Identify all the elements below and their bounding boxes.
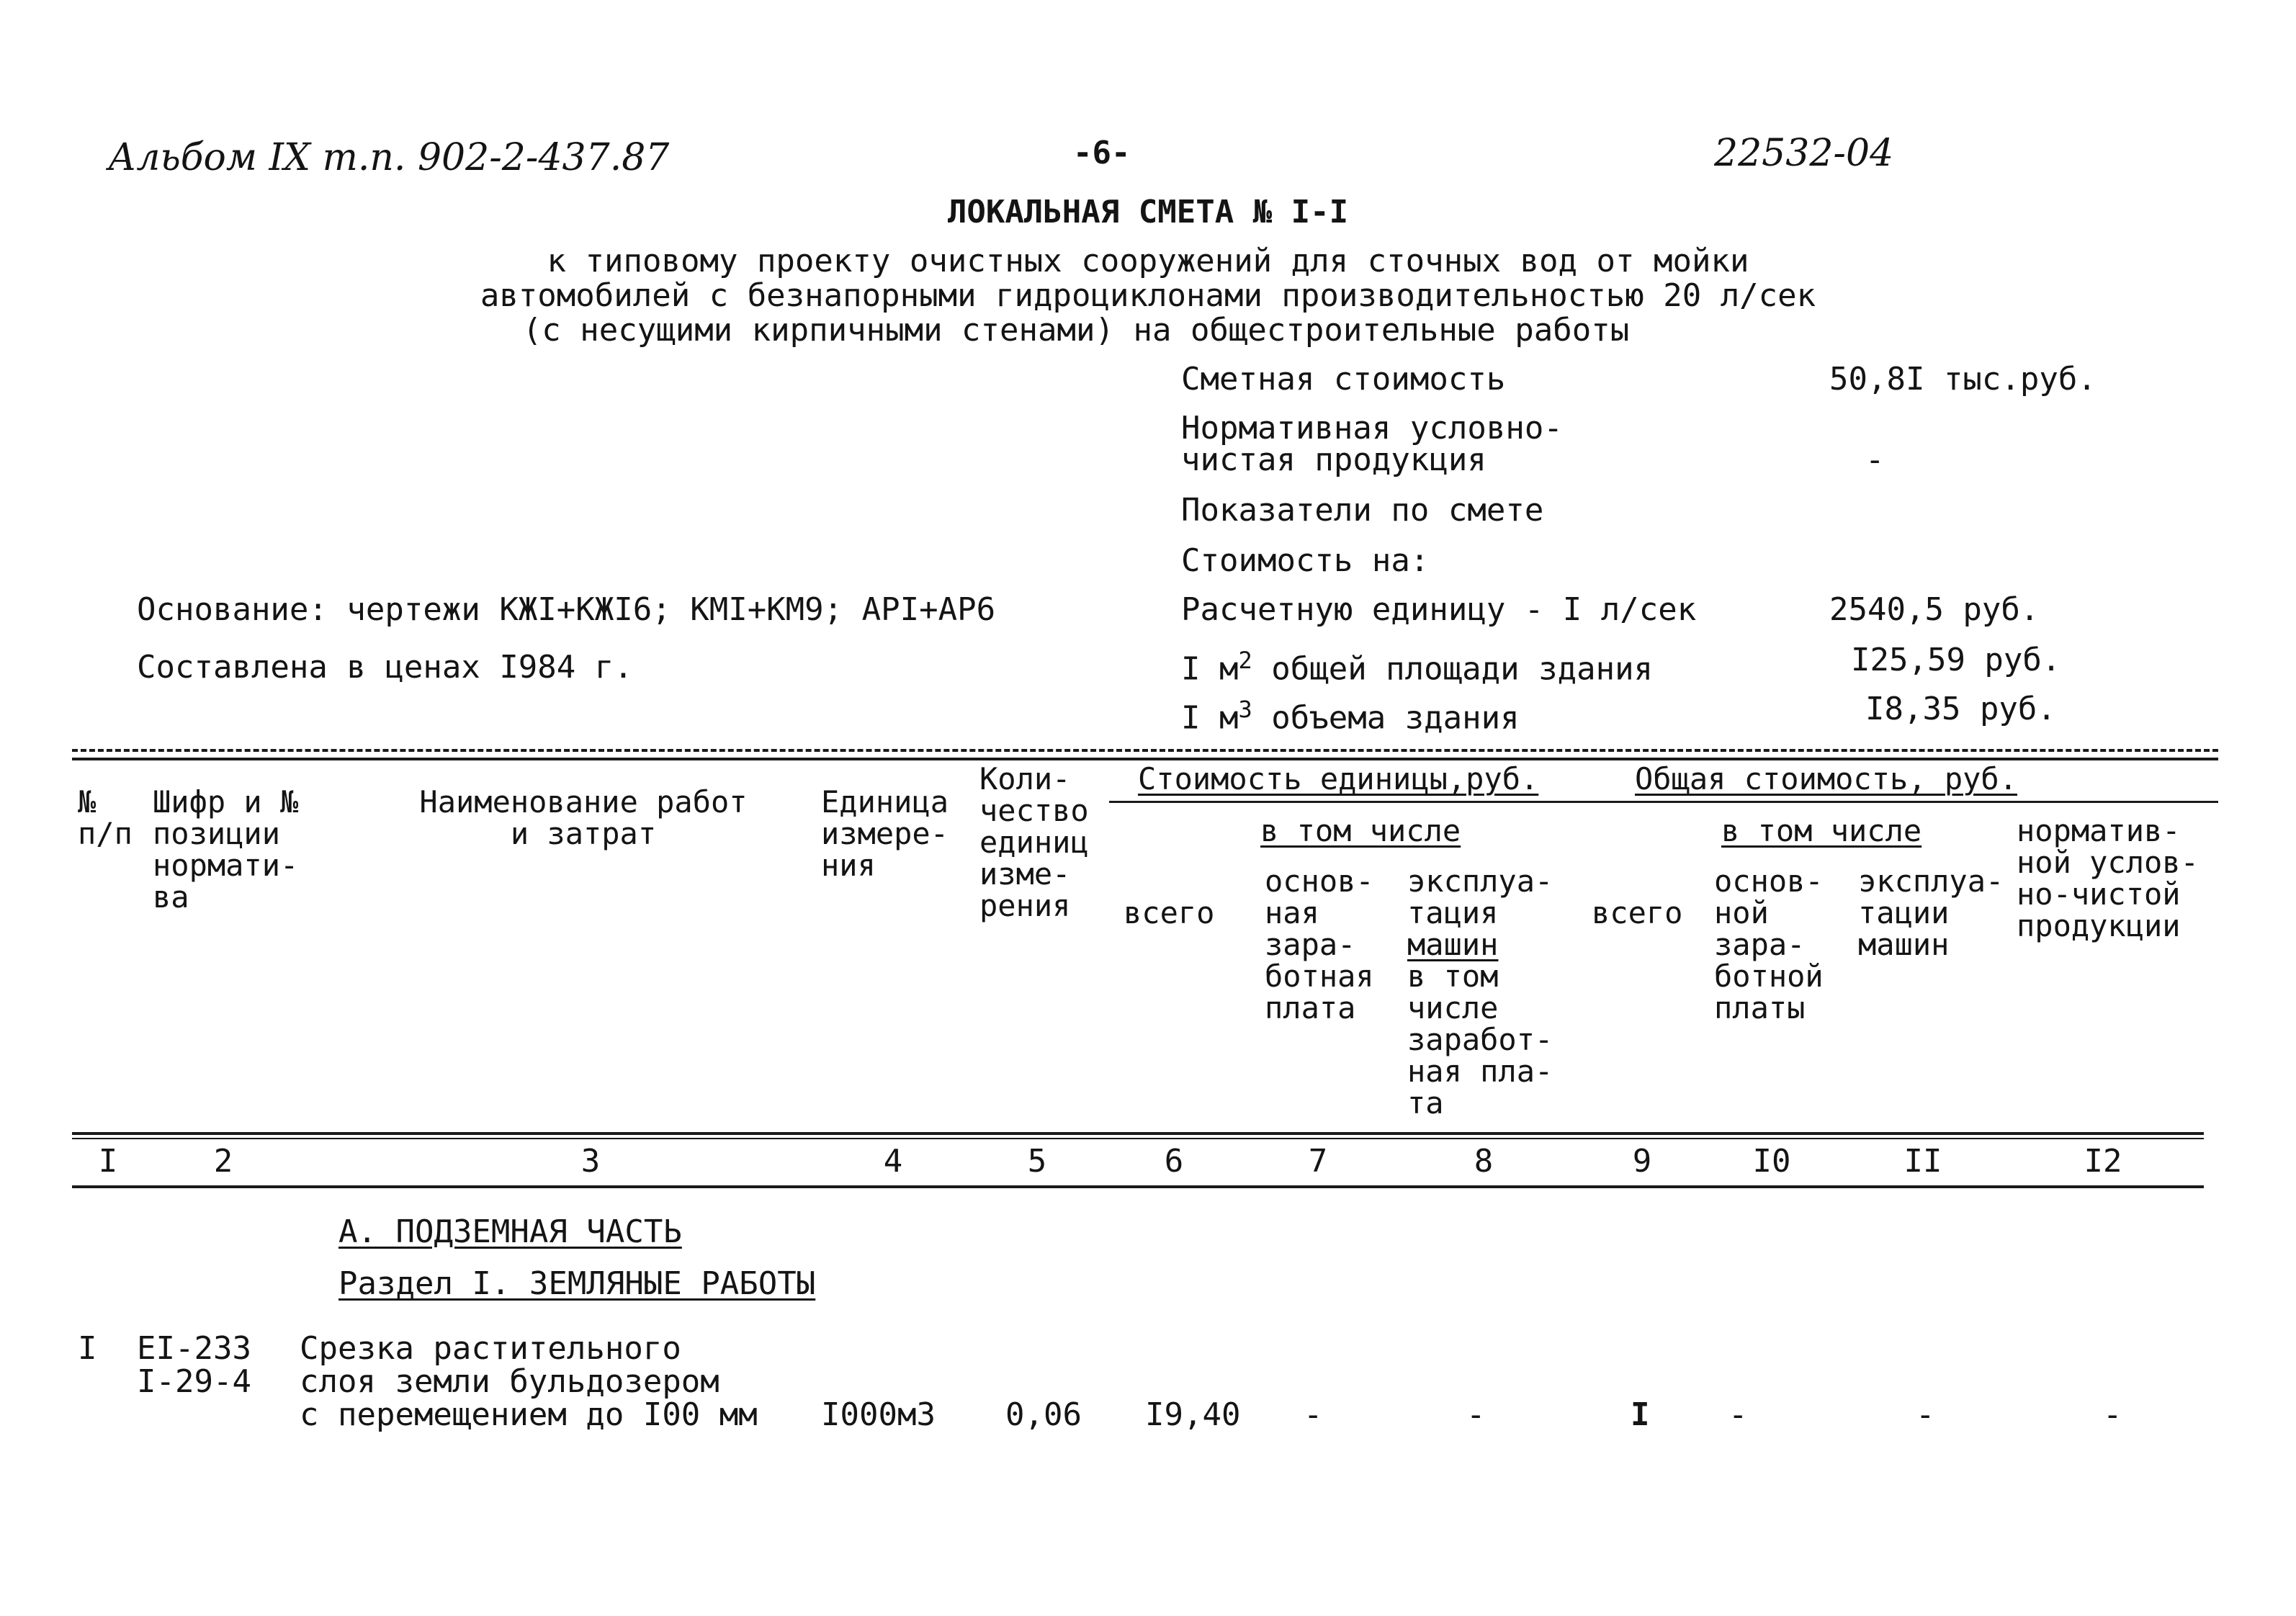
row-1-norm-product: -	[2103, 1396, 2122, 1433]
header-col-2: Шифр и № позиции нормати- ва	[153, 784, 299, 915]
header-col-8-a: эксплуа- тация	[1407, 863, 1553, 930]
column-numbers-top-rule-2	[72, 1138, 2204, 1139]
header-col-3: Наименование работ и затрат	[419, 784, 748, 851]
area-cost-label: I $м^2$ общей площади здания	[1181, 647, 1654, 688]
document-title: ЛОКАЛЬНАЯ СМЕТА № I-I	[947, 194, 1349, 230]
row-1-unit-wage: -	[1304, 1396, 1323, 1433]
header-unit-cost-group: Стоимость единицы,руб.	[1138, 761, 1539, 796]
row-1-quantity: 0,06	[1005, 1396, 1082, 1433]
row-1-total-machines: -	[1916, 1396, 1935, 1433]
column-number-10: I0	[1752, 1143, 1791, 1180]
section-heading-a: А. ПОДЗЕМНАЯ ЧАСТЬ	[338, 1213, 682, 1250]
volume-cost-label: I $м^3$ объема здания	[1181, 696, 1520, 737]
column-number-4: 4	[883, 1143, 903, 1180]
row-1-total: I	[1631, 1396, 1650, 1433]
column-number-5: 5	[1027, 1143, 1047, 1180]
column-number-1: I	[98, 1143, 118, 1180]
header-col-11: эксплуа- тации машин	[1858, 863, 2004, 962]
header-col-10: основ- ной зара- ботной платы	[1714, 863, 1824, 1025]
norm-label-1: Нормативная условно-	[1181, 410, 1563, 446]
subtitle-line-2: автомобилей с безнапорными гидроциклонами производительностью 20 л/сек	[480, 277, 1816, 314]
row-1-unit: I000м3	[821, 1396, 936, 1433]
section-heading-1: Раздел I. ЗЕМЛЯНЫЕ РАБОТЫ	[338, 1265, 816, 1302]
header-col-6: всего	[1124, 895, 1215, 930]
column-number-3: 3	[580, 1143, 601, 1180]
subtitle-line-3: (с несущими кирпичными стенами) на общестроительные работы	[522, 312, 1630, 349]
row-1-number: I	[78, 1330, 97, 1367]
header-incl-total: в том числе	[1721, 813, 1922, 848]
column-number-9: 9	[1632, 1143, 1652, 1180]
cost-value: 50,8I тыс.руб.	[1829, 361, 2097, 398]
column-numbers-top-rule	[72, 1132, 2204, 1135]
column-number-8: 8	[1474, 1143, 1494, 1180]
cost-group-rule	[1109, 801, 2218, 803]
column-number-7: 7	[1308, 1143, 1328, 1180]
volume-cost-value: I8,35 руб.	[1865, 691, 2056, 727]
row-1-code: ЕI-233 I-29-4	[137, 1330, 251, 1400]
column-number-12: I2	[2084, 1143, 2122, 1180]
column-number-2: 2	[213, 1143, 233, 1180]
header-col-7: основ- ная зара- ботная плата	[1265, 863, 1374, 1025]
basis-text: Основание: чертежи КЖI+КЖI6; КМI+КМ9; АРI+АР6	[137, 591, 996, 628]
row-1-unit-total: I9,40	[1145, 1396, 1241, 1433]
norm-label-2: чистая продукция	[1181, 441, 1486, 478]
header-col-5: Коли- чество единиц изме- рения	[979, 761, 1089, 923]
indicators-label: Показатели по смете	[1181, 492, 1544, 529]
page-number: -6-	[1073, 135, 1131, 171]
subtitle-line-1: к типовому проекту очистных сооружений для сточных вод от мойки	[547, 243, 1749, 279]
norm-value: -	[1865, 441, 1885, 478]
header-col-8-c: в том числе заработ- ная пла- та	[1407, 959, 1553, 1121]
header-total-cost-group: Общая стоимость, руб.	[1635, 761, 2018, 796]
header-col-4: Единица измере- ния	[821, 784, 949, 883]
row-1-name: Срезка растительного слоя земли бульдозером с перемещением до I00 мм	[300, 1330, 758, 1433]
column-number-6: 6	[1164, 1143, 1184, 1180]
header-col-8-b: машин	[1407, 927, 1499, 962]
prices-text: Составлена в ценах I984 г.	[137, 649, 633, 686]
header-col-9: всего	[1592, 895, 1683, 930]
header-col-12: норматив- ной услов- но-чистой продукции	[2017, 813, 2199, 943]
album-reference: Альбом IX т.п. 902-2-437.87	[108, 136, 670, 179]
row-1-total-wage: -	[1728, 1396, 1748, 1433]
cost-per-label: Стоимость на:	[1181, 542, 1430, 579]
cost-label: Сметная стоимость	[1181, 361, 1506, 398]
area-cost-value: I25,59 руб.	[1851, 642, 2061, 678]
table-top-rule	[72, 749, 2218, 752]
column-numbers-bottom-rule	[72, 1185, 2204, 1188]
header-incl-unit: в том числе	[1260, 813, 1461, 848]
unit-cost-value: 2540,5 руб.	[1829, 591, 2040, 628]
document-code: 22532-04	[1714, 132, 1894, 175]
unit-cost-label: Расчетную единицу - I л/сек	[1181, 591, 1697, 628]
table-top-rule-2	[72, 758, 2218, 760]
row-1-unit-machines: -	[1466, 1396, 1486, 1433]
column-number-11: II	[1903, 1143, 1942, 1180]
header-col-1: № п/п	[78, 784, 133, 851]
